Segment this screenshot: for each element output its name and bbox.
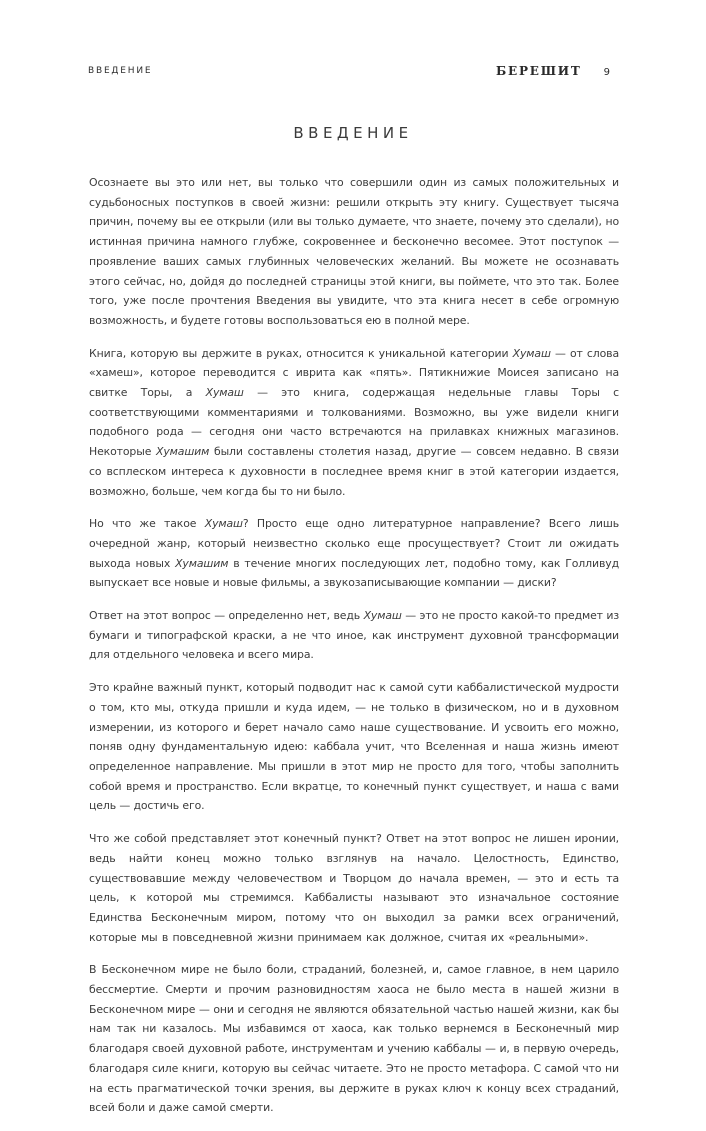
- italic-term: Хумашим: [156, 445, 210, 459]
- italic-term: Хумаш: [204, 517, 243, 531]
- book-running-title: БЕРЕШИТ: [495, 64, 582, 78]
- italic-term: Хумаш: [205, 386, 244, 400]
- header-right: [496, 64, 610, 78]
- paragraph-4: Ответ на этот вопрос — определенно нет, ведь Хумаш — это не просто какой-то предмет из бумаги и типографской краски, а не что иное, как инструмент духовной трансформации для отдельного человека и всего мира.: [89, 609, 619, 662]
- paragraph-3: Но что же такое Хумаш? Просто еще одно литературное направление? Всего лишь очередной жанр, который неизвестно сколько еще просуществует? Стоит ли ожидать выхода новых Хумашим в течение многих последующих лет, подобно тому, как Голливуд выпускает все новые и новые фильмы, а звукозаписывающие компании — диски?: [89, 517, 619, 590]
- paragraph-7: В Бесконечном мире не было боли, страданий, болезней, и, самое главное, в нем царило бессмертие. Смерти и прочим разновидностям хаоса не было места в нашей жизни в Бесконечном мире — они и сегодня не являются обязательной частью нашей жизни, как бы нам так ни казалось. Мы избавимся от хаоса, как только вернемся в Бесконечный мир благодаря своей духовной работе, инструментам и учению каббалы — и, в первую очередь, благодаря силе книги, которую вы сейчас читаете. Это не просто метафора. С самой что ни на есть прагматической точки зрения, вы держите в руках ключ к концу всех страданий, всей боли и даже самой смерти.: [89, 963, 619, 1115]
- section-running-title: ВВЕДЕНИЕ: [88, 66, 153, 76]
- italic-term: Хумашим: [175, 556, 229, 570]
- italic-term: Хумаш: [512, 346, 551, 360]
- paragraph-5: Это крайне важный пункт, который подводит нас к самой сути каббалистической мудрости о том, кто мы, откуда пришли и куда идем, — не только в физическом, но и в духовном измерении, из которого и берет начало само наше существование. И усвоить его можно, поняв одну фундаментальную идею: каббала учит, что Вселенная и наша жизнь имеют определенное направление. Мы пришли в этот мир не просто для того, чтобы заполнить собой время и пространство. Если вкратце, то конечный пункт существует, и наша с вами цель — достичь его.: [89, 681, 619, 813]
- running-header: [88, 66, 610, 82]
- page-number: 9: [603, 67, 610, 78]
- body-text: [89, 173, 619, 1131]
- paragraph-1: Осознаете вы это или нет, вы только что совершили один из самых положительных и судьбоносных поступков в своей жизни: решили открыть эту книгу. Существует тысяча причин, почему вы ее открыли (или вы только думаете, что знаете, почему это сделали), но истинная причина намного глубже, сокровеннее и бесконечно весомее. Этот поступок — проявление ваших самых глубинных человеческих желаний. Вы можете не осознавать этого сейчас, но, дойдя до последней страницы этой книги, вы поймете, что это так. Более того, уже после прочтения Введения вы увидите, что эта книга несет в себе огромную возможность, и будете готовы воспользоваться ею в полной мере.: [89, 176, 619, 327]
- paragraph-6: Что же собой представляет этот конечный пункт? Ответ на этот вопрос не лишен иронии, ведь найти конец можно только взглянув на начало. Целостность, Единство, существовавшие между человечеством и Творцом до начала времен, — это и есть та цель, к которой мы стремимся. Каббалисты называют это изначальное состояние Единства Бесконечным миром, потому что он выходил за рамки всех ограничений, которые мы в повседневной жизни принимаем как должное, считая их «реальными».: [89, 832, 619, 944]
- italic-term: Хумаш: [363, 609, 402, 623]
- paragraph-2: Книга, которую вы держите в руках, относится к уникальной категории Хумаш — от слова «хамеш», которое переводится с иврита как «пять». Пятикнижие Моисея записано на свитке Торы, а Хумаш — это книга, содержащая недельные главы Торы с соответствующими комментариями и толкованиями. Возможно, вы уже видели книги подобного рода — сегодня они часто встречаются на прилавках книжных магазинов. Некоторые Хумашим были составлены столетия назад, другие — совсем недавно. В связи со всплеском интереса к духовности в последнее время книг в этой категории издается, возможно, больше, чем когда бы то ни было.: [89, 346, 619, 498]
- chapter-title: ВВЕДЕНИЕ: [293, 124, 413, 142]
